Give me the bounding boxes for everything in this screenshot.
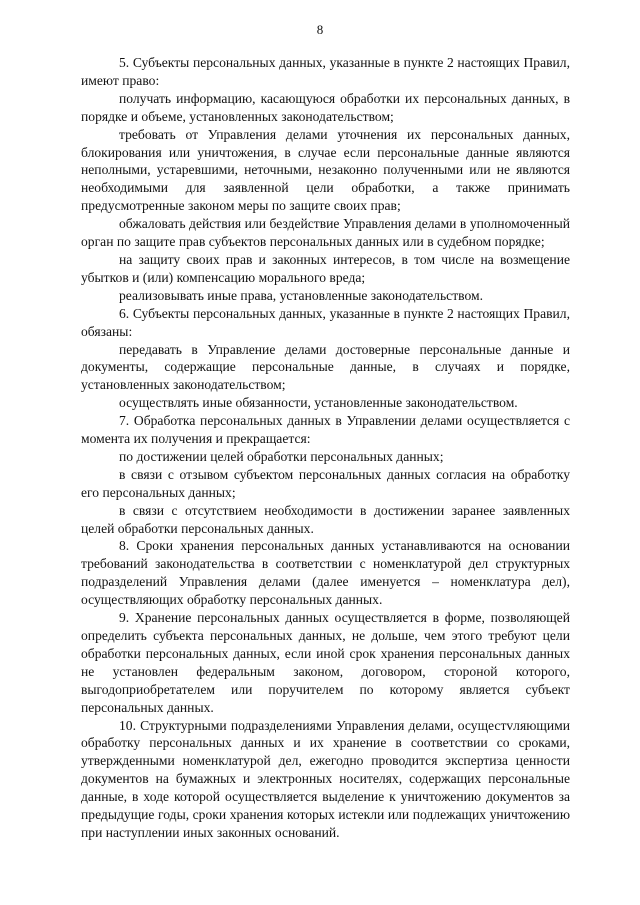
- paragraph-5-right-protection: на защиту своих прав и законных интересов, в том числе на возмещение убытков и (или) компенсацию морального вреда;: [81, 251, 570, 285]
- paragraph-8: 8. Сроки хранения персональных данных устанавливаются на основании требований законодательства в соответствии с номенклатурой дел структурных подразделений Управления делами (далее именуется – номенклатура дел), осуществляющих обработку персональных данных.: [81, 538, 570, 608]
- paragraph-5-intro: 5. Субъекты персональных данных, указанные в пункте 2 настоящих Правил, имеют право:: [81, 55, 570, 88]
- paragraph-9: 9. Хранение персональных данных осуществляется в форме, позволяющей определить субъекта персональных данных, не дольше, чем этого требуют цели обработки персональных данных, если иной срок хранения персональных данных не установлен федеральным законом, договором, стороной которого, выгодоприобретателем или поручителем по которому является субъект персональных данных.: [81, 610, 570, 715]
- paragraph-7-necessity: в связи с отсутствием необходимости в достижении заранее заявленных целей обработки персональных данных.: [81, 502, 570, 536]
- paragraph-6-duty-other: осуществлять иные обязанности, установленные законодательством.: [119, 395, 518, 411]
- paragraph-5-right-info: получать информацию, касающуюся обработки их персональных данных, в порядке и объеме, установленных законодательством;: [81, 90, 570, 124]
- paragraph-7-intro: 7. Обработка персональных данных в Управлении делами осуществляется с момента их получения и прекращается:: [81, 413, 570, 447]
- page-number: 8: [316, 22, 324, 37]
- paragraph-6-duty-transfer: передавать в Управление делами достоверные персональные данные и документы, содержащие персональные данные, в случаях и порядке, установленных законодательством;: [81, 341, 570, 393]
- paragraph-6-intro: 6. Субъекты персональных данных, указанные в пункте 2 настоящих Правил, обязаны:: [81, 305, 570, 339]
- paragraph-7-consent: в связи с отзывом субъектом персональных данных согласия на обработку его персональных данных;: [81, 466, 570, 500]
- paragraph-5-right-other: реализовывать иные права, установленные законодательством.: [119, 287, 483, 303]
- paragraph-10: 10. Структурными подразделениями Управления делами, осущестvляющими обработку персональных данных и их хранение в соответствии со сроками, утвержденными номенклатурой дел, ежегодно проводится экспертиза ценности документов на бумажных и электронных носителях, содержащих персональные данные, в ходе которой осуществляется выделение к уничтожению документов за предыдущие годы, сроки хранения которых истекли или подлежащих уничтожению при наступлении иных законных оснований.: [81, 717, 570, 840]
- paragraph-5-right-appeal: обжаловать действия или бездействие Управления делами в уполномоченный орган по защите прав субъектов персональных данных или в судебном порядке;: [81, 216, 570, 250]
- paragraph-5-right-clarify: требовать от Управления делами уточнения их персональных данных, блокирования или уничтожения, в случае если персональные данные являются неполными, устаревшими, неточными, незаконно полученными или не являются необходимыми для заявленной цели обработки, а также принимать предусмотренные законом меры по защите своих прав;: [81, 126, 570, 214]
- document-body: [81, 54, 570, 842]
- paragraph-7-goals: по достижении целей обработки персональных данных;: [119, 448, 444, 464]
